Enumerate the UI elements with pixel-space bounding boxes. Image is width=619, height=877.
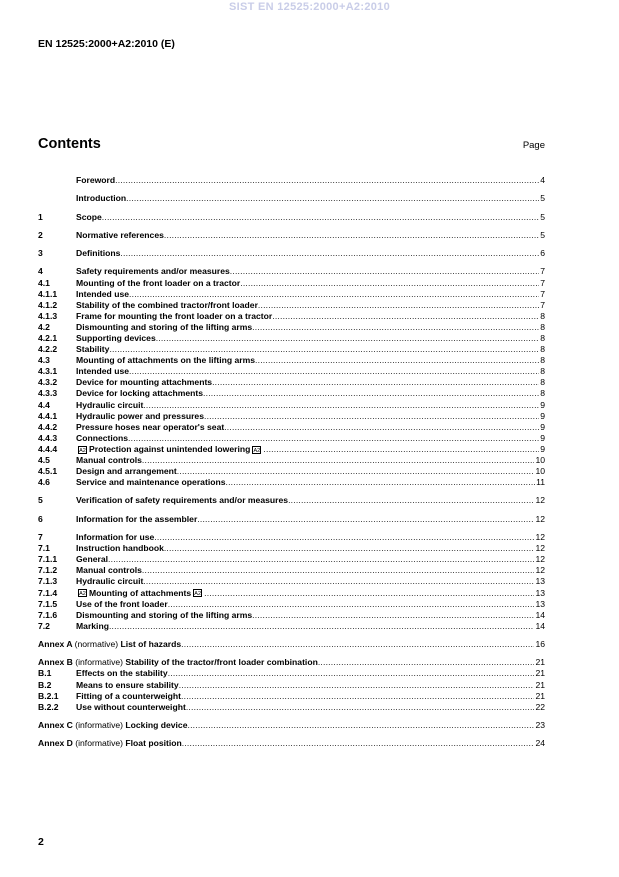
toc-entry-number: 4.3	[38, 355, 50, 366]
toc-entry-page: 8	[540, 377, 545, 388]
toc-entry-page: 6	[540, 248, 545, 259]
dot-leader	[258, 300, 539, 311]
dot-leader	[188, 720, 535, 731]
toc-entry-page: 21	[535, 690, 545, 701]
toc-entry-number: 6	[38, 513, 43, 524]
annex-type: (informative)	[75, 738, 124, 749]
dot-leader	[272, 311, 539, 322]
toc-entry-title	[76, 411, 204, 422]
toc-entry-number: 4	[38, 266, 43, 277]
toc-entry-title	[76, 514, 197, 525]
toc-entry[interactable]	[38, 411, 545, 422]
toc-entry[interactable]	[38, 495, 545, 506]
toc-entry-number: 4.4.4	[38, 443, 58, 454]
page-title: Contents	[38, 136, 101, 152]
toc-entry-number: 4.6	[38, 477, 50, 488]
toc-entry[interactable]	[38, 248, 545, 259]
dot-leader	[109, 621, 534, 632]
dot-leader	[126, 193, 539, 204]
toc-entry-title-text: Device for mounting attachments	[76, 377, 213, 388]
toc-entry-title-text: Mounting of attachments	[89, 587, 192, 598]
amendment-end-marker: A2	[194, 591, 202, 598]
toc-entry-page: 9	[540, 432, 545, 443]
annex-title: Locking device	[125, 720, 188, 730]
toc-entry-page: 14	[535, 620, 545, 631]
toc-entry[interactable]	[38, 565, 545, 576]
dot-leader	[143, 576, 534, 587]
toc-entry-number: 7.1.5	[38, 598, 58, 609]
dot-leader	[181, 691, 534, 702]
toc-entry[interactable]	[38, 532, 545, 543]
toc-entry[interactable]	[38, 422, 545, 433]
table-of-contents	[38, 175, 545, 749]
dot-leader	[109, 344, 539, 355]
toc-entry[interactable]	[38, 514, 545, 525]
dot-leader	[168, 599, 535, 610]
toc-entry-number: 4.4	[38, 399, 50, 410]
toc-entry-title	[76, 366, 129, 377]
toc-entry-title-text: Mounting of the front loader on a tractor	[76, 277, 241, 288]
toc-entry-number: 7.1.6	[38, 609, 58, 620]
toc-entry-title	[76, 610, 252, 621]
toc-entry-page: 9	[540, 410, 545, 421]
toc-entry-title	[76, 333, 156, 344]
toc-entry-page: 8	[540, 366, 545, 377]
dot-leader	[108, 554, 534, 565]
toc-entry-title-text: Definitions	[76, 248, 121, 259]
toc-entry-page: 7	[540, 277, 545, 288]
toc-entry-page: 22	[535, 701, 545, 712]
toc-entry-number: 7.1.4	[38, 587, 58, 598]
toc-entry-number: 4.4.2	[38, 421, 58, 432]
toc-entry-title-text: Manual controls	[76, 565, 142, 576]
toc-entry-page: 21	[535, 657, 545, 668]
annex-title: List of hazards	[120, 639, 182, 650]
toc-entry-title-text: Marking	[76, 620, 109, 631]
toc-entry-title-text: Protection against unintended lowering	[89, 443, 251, 454]
toc-entry-number: 7.1.3	[38, 576, 58, 587]
toc-entry-number: 4.2.2	[38, 344, 58, 355]
toc-entry[interactable]	[38, 543, 545, 554]
toc-entry-title	[76, 495, 288, 506]
toc-entry-title-text: Intended use	[76, 288, 130, 299]
toc-entry-page: 8	[540, 344, 545, 355]
toc-entry[interactable]	[38, 657, 545, 668]
toc-entry[interactable]	[38, 738, 545, 749]
dot-leader	[164, 543, 535, 554]
dot-leader	[318, 657, 535, 668]
amendment-start-marker: A2	[79, 447, 86, 454]
toc-entry-number: 4.1	[38, 277, 50, 288]
toc-entry-number: 4.5	[38, 455, 50, 465]
dot-leader	[142, 565, 535, 576]
toc-entry[interactable]	[38, 720, 545, 731]
toc-entry[interactable]	[38, 278, 545, 289]
toc-entry-page: 13	[535, 598, 545, 609]
toc-entry[interactable]	[38, 576, 545, 587]
dot-leader	[263, 444, 539, 455]
dot-leader	[102, 212, 539, 223]
toc-entry-title-text: Hydraulic circuit	[76, 576, 144, 587]
toc-entry-page: 12	[535, 565, 545, 576]
annex-type: (normative)	[74, 639, 119, 650]
document-id: EN 12525:2000+A2:2010 (E)	[38, 38, 175, 50]
toc-entry-title-text: Means to ensure stability	[76, 679, 179, 690]
toc-entry-title-text: Use without counterweight	[76, 701, 186, 712]
toc-entry-page: 16	[535, 639, 545, 650]
toc-entry-title	[38, 657, 318, 668]
toc-entry-title-text: Supporting devices	[76, 332, 156, 343]
toc-entry-title	[76, 248, 120, 259]
toc-entry-title-text: Dismounting and storing of the lifting arms	[76, 609, 253, 620]
toc-entry[interactable]	[38, 400, 545, 411]
toc-entry-title	[76, 311, 272, 322]
toc-entry-title	[76, 554, 108, 565]
toc-entry-number: 7.1	[38, 543, 50, 554]
toc-entry-title	[76, 702, 186, 713]
toc-entry[interactable]	[38, 300, 545, 311]
toc-entry-title	[76, 400, 143, 411]
toc-entry[interactable]	[38, 702, 545, 713]
toc-entry-number: 4.3.2	[38, 377, 58, 388]
dot-leader	[212, 377, 539, 388]
toc-entry-title-text: Pressure hoses near operator's seat	[76, 421, 225, 432]
watermark: SIST EN 12525:2000+A2:2010	[229, 1, 390, 13]
toc-entry-title-text: Effects on the stability	[76, 668, 168, 679]
amendment-start-marker: A2	[79, 591, 86, 598]
toc-entry-title-text: Frame for mounting the front loader on a tractor	[76, 310, 273, 321]
toc-entry-number: 1	[38, 211, 43, 222]
toc-entry-page: 5	[540, 211, 545, 222]
toc-entry-page: 12	[535, 513, 545, 524]
dot-leader	[186, 702, 535, 713]
dot-leader	[156, 333, 539, 344]
toc-entry-page: 12	[535, 554, 545, 565]
toc-entry-title	[76, 300, 258, 311]
dot-leader	[204, 588, 534, 599]
toc-entry-title-text: Normative references	[76, 229, 164, 240]
dot-leader	[181, 639, 534, 650]
dot-leader	[168, 668, 535, 679]
annex-title: Stability of the tractor/front loader combination	[125, 657, 318, 668]
toc-entry-title	[76, 175, 115, 186]
toc-entry-title	[76, 344, 109, 355]
toc-entry[interactable]	[38, 366, 545, 377]
toc-entry-title-text: Intended use	[76, 366, 130, 377]
toc-entry-title-text: Design and arrangement	[76, 466, 177, 477]
toc-entry[interactable]	[38, 668, 545, 679]
toc-entry-title-text: Device for locking attachments	[76, 388, 204, 399]
toc-entry-title-text: Service and maintenance operations	[76, 477, 226, 488]
toc-entry-number: 7	[38, 532, 43, 543]
dot-leader	[143, 400, 539, 411]
toc-entry[interactable]	[38, 355, 545, 366]
dot-leader	[128, 433, 539, 444]
toc-entry-number: 7.1.1	[38, 554, 58, 565]
toc-entry-page: 9	[540, 443, 545, 454]
toc-entry[interactable]	[38, 639, 545, 650]
amendment-end-marker: A2	[253, 447, 261, 454]
toc-entry-title	[76, 289, 129, 300]
toc-entry-title	[76, 576, 143, 587]
toc-entry-number: 7.1.2	[38, 565, 58, 576]
toc-entry[interactable]	[38, 554, 545, 565]
toc-entry-title-text: Introduction	[76, 193, 127, 204]
toc-entry[interactable]	[38, 322, 545, 333]
toc-entry-title	[76, 691, 181, 702]
toc-entry-number: 5	[38, 495, 43, 506]
dot-leader	[129, 366, 539, 377]
toc-entry-number: B.2	[38, 679, 52, 690]
toc-entry-page: 12	[535, 543, 545, 554]
dot-leader	[177, 466, 535, 477]
toc-entry-number: 2	[38, 229, 43, 240]
toc-entry-title-text: Annex B	[38, 657, 73, 668]
toc-entry-title-text: Dismounting and storing of the lifting arms	[76, 321, 253, 332]
dot-leader	[230, 266, 539, 277]
toc-entry-page: 24	[535, 738, 545, 749]
toc-entry-title	[76, 355, 255, 366]
toc-entry-title	[76, 588, 204, 599]
toc-entry[interactable]	[38, 344, 545, 355]
toc-entry-title	[76, 532, 154, 543]
toc-entry-title-text: Instruction handbook	[76, 543, 164, 554]
toc-entry[interactable]	[38, 610, 545, 621]
toc-entry-page: 4	[540, 175, 545, 185]
toc-entry-title-text: Stability of the combined tractor/front loader	[76, 299, 258, 310]
toc-entry-page: 23	[535, 720, 545, 730]
toc-entry-number: 4.1.3	[38, 310, 58, 321]
dot-leader	[252, 610, 534, 621]
toc-entry-page: 8	[540, 332, 545, 343]
toc-entry-title	[76, 278, 240, 289]
toc-entry-title	[76, 680, 179, 691]
toc-entry-title	[76, 322, 252, 333]
dot-leader	[226, 477, 536, 488]
toc-entry-title-text: Foreword	[76, 175, 116, 185]
toc-entry[interactable]	[38, 388, 545, 399]
dot-leader	[255, 355, 539, 366]
toc-entry[interactable]	[38, 193, 545, 204]
toc-entry-title-text: Stability	[76, 344, 110, 355]
toc-entry-page: 8	[540, 310, 545, 321]
toc-entry-title-text: Mounting of attachments on the lifting arms	[76, 355, 256, 366]
dot-leader	[154, 532, 534, 543]
toc-entry-title-text: Use of the front loader	[76, 598, 168, 609]
dot-leader	[240, 278, 539, 289]
toc-entry-title-text: Information for the assembler	[76, 513, 198, 524]
toc-entry-title	[38, 738, 182, 749]
toc-entry-number: 3	[38, 248, 43, 259]
toc-entry-page: 9	[540, 399, 545, 410]
dot-leader	[179, 680, 535, 691]
toc-entry-title-text: Manual controls	[76, 455, 142, 465]
toc-entry-title	[76, 466, 177, 477]
toc-entry-number: 4.3.3	[38, 388, 58, 399]
toc-entry-page: 5	[540, 229, 545, 240]
toc-entry-number: B.2.1	[38, 690, 59, 701]
toc-entry-title	[76, 377, 212, 388]
page-number: 2	[38, 836, 44, 848]
toc-entry[interactable]	[38, 289, 545, 300]
dot-leader	[120, 248, 539, 259]
toc-entry-page: 11	[536, 477, 545, 488]
toc-entry-page: 21	[535, 679, 545, 690]
annex-type: (informative)	[75, 720, 124, 730]
toc-entry-title	[76, 212, 102, 223]
toc-entry-page: 9	[540, 421, 545, 432]
toc-entry-title	[76, 433, 128, 444]
toc-entry[interactable]	[38, 621, 545, 632]
toc-entry-number: 4.1.1	[38, 288, 58, 299]
toc-entry[interactable]	[38, 466, 545, 477]
toc-entry-page: 12	[535, 532, 545, 543]
dot-leader	[142, 455, 535, 466]
toc-entry-title	[76, 565, 142, 576]
toc-entry-title-text: Scope	[76, 211, 102, 222]
toc-entry-title	[76, 599, 168, 610]
toc-entry-title-text: Annex C	[38, 720, 73, 730]
toc-entry-number: 4.3.1	[38, 366, 58, 377]
toc-entry[interactable]	[38, 230, 545, 241]
toc-entry[interactable]	[38, 444, 545, 455]
toc-entry-title-text: Safety requirements and/or measures	[76, 266, 230, 277]
toc-entry-page: 21	[535, 668, 545, 679]
toc-entry-title-text: Fitting of a counterweight	[76, 690, 182, 701]
toc-entry-page: 7	[540, 266, 545, 277]
dot-leader	[288, 495, 534, 506]
toc-entry-title-text: Hydraulic power and pressures	[76, 410, 204, 421]
toc-entry[interactable]	[38, 588, 545, 599]
toc-entry-title	[76, 543, 164, 554]
toc-entry-title	[76, 193, 126, 204]
toc-entry-title	[76, 477, 226, 488]
page-column-label: Page	[522, 140, 545, 151]
toc-entry-title-text: Annex A	[38, 639, 73, 650]
toc-entry-title-text: Annex D	[38, 738, 73, 749]
annex-title: Float position	[125, 738, 182, 749]
toc-entry-number: B.2.2	[38, 701, 59, 712]
toc-entry-title	[76, 266, 230, 277]
dot-leader	[115, 175, 539, 186]
toc-entry-title-text: Hydraulic circuit	[76, 399, 144, 410]
dot-leader	[197, 514, 534, 525]
toc-entry-page: 10	[535, 466, 545, 477]
toc-entry-title	[76, 388, 203, 399]
toc-entry-title	[76, 444, 263, 455]
toc-entry-page: 8	[540, 355, 545, 366]
toc-entry[interactable]	[38, 266, 545, 277]
toc-entry-page: 5	[540, 193, 545, 204]
dot-leader	[182, 738, 535, 749]
toc-entry[interactable]	[38, 477, 545, 488]
dot-leader	[164, 230, 539, 241]
toc-entry-title	[38, 720, 188, 731]
toc-entry[interactable]	[38, 433, 545, 444]
toc-entry-number: 4.4.1	[38, 410, 58, 421]
toc-entry-number: 4.4.3	[38, 432, 58, 443]
toc-entry-title	[38, 639, 181, 650]
toc-entry-page: 13	[535, 576, 545, 587]
dot-leader	[203, 388, 539, 399]
toc-entry-page: 7	[540, 288, 545, 299]
toc-entry[interactable]	[38, 311, 545, 322]
toc-entry-number: 4.5.1	[38, 466, 58, 477]
toc-entry-number: 4.2.1	[38, 332, 58, 343]
toc-entry-title	[76, 621, 109, 632]
dot-leader	[224, 422, 539, 433]
toc-entry-title-text: Information for use	[76, 532, 155, 543]
toc-entry-number: 7.2	[38, 620, 50, 631]
toc-entry[interactable]	[38, 599, 545, 610]
toc-entry-page: 7	[540, 299, 545, 310]
dot-leader	[129, 289, 539, 300]
toc-entry-page: 8	[540, 321, 545, 332]
toc-entry-page: 10	[535, 455, 545, 465]
annex-type: (informative)	[75, 657, 124, 668]
toc-entry[interactable]	[38, 175, 545, 186]
toc-entry-title	[76, 230, 164, 241]
toc-entry[interactable]	[38, 680, 545, 691]
toc-entry-title	[76, 668, 168, 679]
toc-entry[interactable]	[38, 333, 545, 344]
toc-entry-title-text: Verification of safety requirements and/or measures	[76, 495, 289, 506]
toc-entry-number: B.1	[38, 668, 52, 679]
toc-entry-title-text: Connections	[76, 432, 129, 443]
toc-entry-page: 13	[535, 587, 545, 598]
toc-entry-title-text: General	[76, 554, 109, 565]
dot-leader	[252, 322, 539, 333]
toc-entry[interactable]	[38, 377, 545, 388]
toc-entry[interactable]	[38, 691, 545, 702]
toc-entry-number: 4.2	[38, 321, 50, 332]
toc-entry-number: 4.1.2	[38, 299, 58, 310]
toc-entry-title	[76, 455, 142, 466]
toc-entry-page: 14	[535, 609, 545, 620]
toc-entry-title	[76, 422, 224, 433]
dot-leader	[204, 411, 539, 422]
toc-entry[interactable]	[38, 455, 545, 466]
toc-entry-page: 8	[540, 388, 545, 399]
toc-entry[interactable]	[38, 212, 545, 223]
toc-entry-page: 12	[535, 495, 545, 506]
